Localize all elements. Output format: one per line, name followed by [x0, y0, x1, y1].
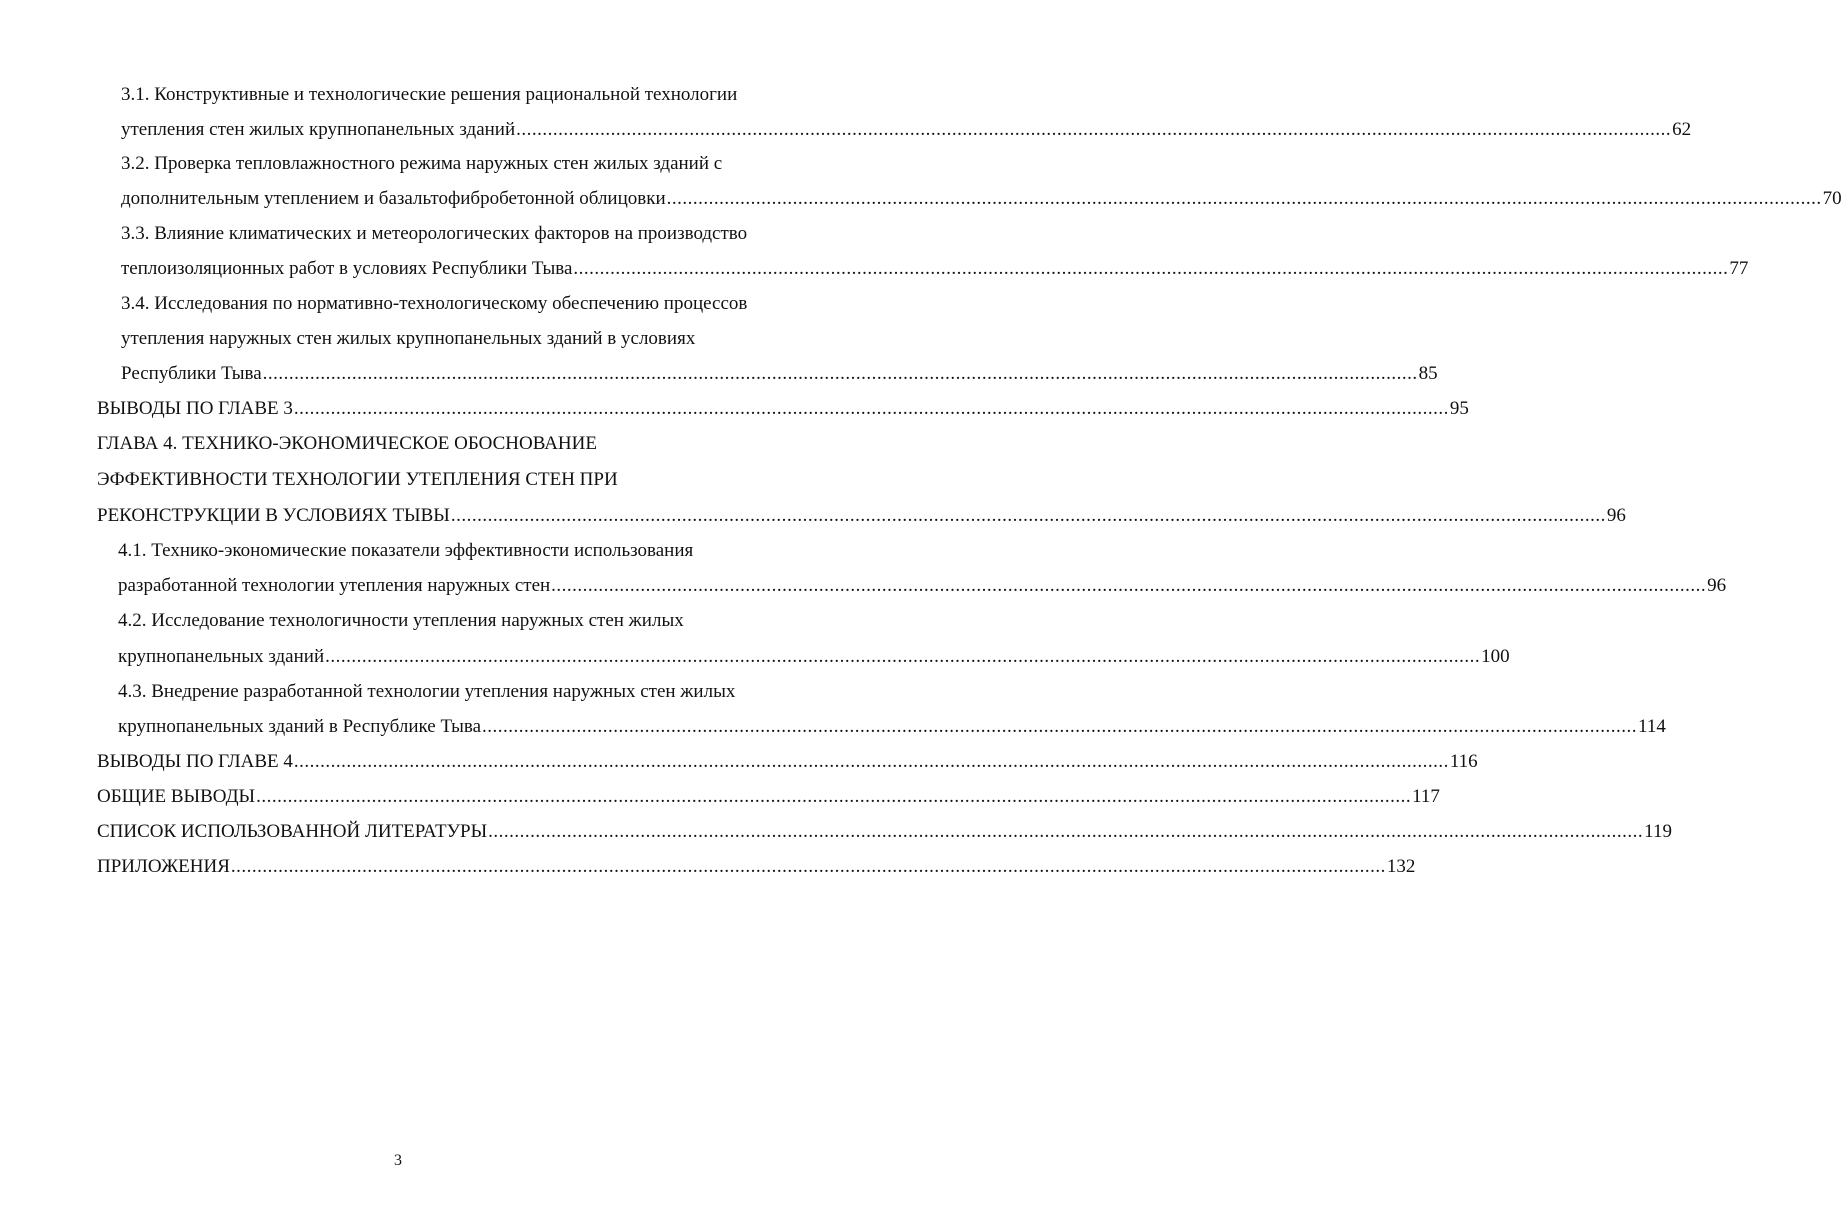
toc-page-number: 96 [1707, 575, 1727, 596]
toc-entry-text: разработанной технологии утепления наружных стен [118, 575, 551, 596]
toc-entry-text: ВЫВОДЫ ПО ГЛАВЕ 3 [97, 398, 293, 419]
dot-leader: ............................................................................................................................................................................................................................ [450, 505, 1606, 526]
toc-entry-text: крупнопанельных зданий в Республике Тыва [118, 716, 482, 737]
toc-entry-text: дополнительным утеплением и базальтофибробетонной облицовки [121, 188, 666, 209]
dot-leader: ............................................................................................................................................................................................................................ [551, 575, 1707, 596]
toc-entry-4-1-line-1 [118, 538, 693, 564]
toc-entry-text: 4.1. Технико-экономические показатели эффективности использования [118, 540, 694, 561]
toc-entry-3-3-line-2[interactable] [121, 256, 1749, 282]
toc-entry-text: 3.3. Влияние климатических и метеорологических факторов на производство [121, 223, 748, 244]
toc-page-number: 85 [1418, 363, 1438, 384]
toc-entry-text: СПИСОК ИСПОЛЬЗОВАННОЙ ЛИТЕРАТУРЫ [97, 821, 488, 842]
toc-entry-text: ОБЩИЕ ВЫВОДЫ [97, 786, 256, 807]
toc-page-number: 116 [1449, 751, 1478, 772]
toc-chapter-4-line-1 [97, 431, 597, 457]
toc-entry-text: теплоизоляционных работ в условиях Республики Тыва [121, 258, 573, 279]
dot-leader: ............................................................................................................................................................................................................................ [230, 856, 1386, 877]
toc-entry-text: 3.4. Исследования по нормативно-технологическому обеспечению процессов [121, 293, 748, 314]
toc-entry-4-2-line-2[interactable] [118, 644, 1510, 670]
toc-entry-4-3-line-1 [118, 679, 735, 705]
toc-entry-3-4-line-1 [121, 291, 747, 317]
toc-page-number: 114 [1638, 716, 1666, 737]
toc-page-number: 100 [1481, 646, 1510, 667]
toc-entry-text: ВЫВОДЫ ПО ГЛАВЕ 4 [97, 751, 293, 772]
toc-entry-text: 4.3. Внедрение разработанной технологии утепления наружных стен жилых [118, 681, 736, 702]
toc-entry-3-1-line-1 [121, 82, 737, 108]
toc-entry-3-4-line-2 [121, 326, 695, 352]
toc-chapter-4-line-3[interactable] [97, 503, 1626, 529]
toc-page-number: 96 [1606, 505, 1626, 526]
toc-entry-text: РЕКОНСТРУКЦИИ В УСЛОВИЯХ ТЫВЫ [97, 505, 450, 526]
toc-entry-general-conclusions[interactable] [97, 784, 1440, 810]
dot-leader: ............................................................................................................................................................................................................................ [488, 821, 1644, 842]
toc-entry-4-2-line-1 [118, 608, 684, 634]
toc-entry-3-3-line-1 [121, 221, 747, 247]
toc-entry-text: ПРИЛОЖЕНИЯ [97, 856, 230, 877]
toc-entry-4-1-line-2[interactable] [118, 573, 1727, 599]
toc-chapter-4-line-2 [97, 467, 618, 493]
toc-entry-text: утепления стен жилых крупнопанельных зданий [121, 119, 516, 140]
toc-entry-text: 3.1. Конструктивные и технологические решения рациональной технологии [121, 84, 738, 105]
toc-entry-text: утепления наружных стен жилых крупнопанельных зданий в условиях [121, 328, 696, 349]
dot-leader: ............................................................................................................................................................................................................................ [256, 786, 1412, 807]
page-number: 3 [394, 1152, 402, 1169]
toc-page-number: 62 [1672, 119, 1692, 140]
dot-leader: ............................................................................................................................................................................................................................ [262, 363, 1418, 384]
dot-leader: ............................................................................................................................................................................................................................ [573, 258, 1729, 279]
toc-page-number: 77 [1729, 258, 1749, 279]
toc-page-number: 117 [1412, 786, 1440, 807]
toc-page-number: 119 [1644, 821, 1672, 842]
toc-entry-conclusions-3[interactable] [97, 396, 1469, 422]
toc-page-number: 95 [1449, 398, 1469, 419]
dot-leader: ............................................................................................................................................................................................................................ [325, 646, 1481, 667]
dot-leader: ............................................................................................................................................................................................................................ [293, 751, 1449, 772]
toc-entry-3-4-line-3[interactable] [121, 361, 1438, 387]
toc-entry-appendices[interactable] [97, 854, 1416, 880]
dot-leader: ............................................................................................................................................................................................................................ [482, 716, 1638, 737]
toc-entry-3-1-line-2[interactable] [121, 117, 1692, 143]
toc-entry-text: ЭФФЕКТИВНОСТИ ТЕХНОЛОГИИ УТЕПЛЕНИЯ СТЕН ПРИ [97, 469, 618, 490]
toc-entry-3-2-line-1 [121, 151, 722, 177]
toc-entry-text: Республики Тыва [121, 363, 262, 384]
toc-entry-text: 4.2. Исследование технологичности утепления наружных стен жилых [118, 610, 684, 631]
toc-entry-text: ГЛАВА 4. ТЕХНИКО-ЭКОНОМИЧЕСКОЕ ОБОСНОВАНИЕ [97, 433, 597, 454]
dot-leader: ............................................................................................................................................................................................................................ [293, 398, 1449, 419]
toc-entry-text: 3.2. Проверка тепловлажностного режима наружных стен жилых зданий с [121, 153, 723, 174]
toc-entry-text: крупнопанельных зданий [118, 646, 325, 667]
toc-entry-conclusions-4[interactable] [97, 749, 1478, 775]
toc-entry-4-3-line-2[interactable] [118, 714, 1666, 740]
toc-entry-3-2-line-2[interactable] [121, 186, 1842, 212]
dot-leader: ............................................................................................................................................................................................................................ [666, 188, 1822, 209]
toc-page-number: 132 [1386, 856, 1416, 877]
dot-leader: ............................................................................................................................................................................................................................ [516, 119, 1672, 140]
toc-entry-references[interactable] [97, 819, 1672, 845]
toc-page-number: 70 [1822, 188, 1842, 209]
